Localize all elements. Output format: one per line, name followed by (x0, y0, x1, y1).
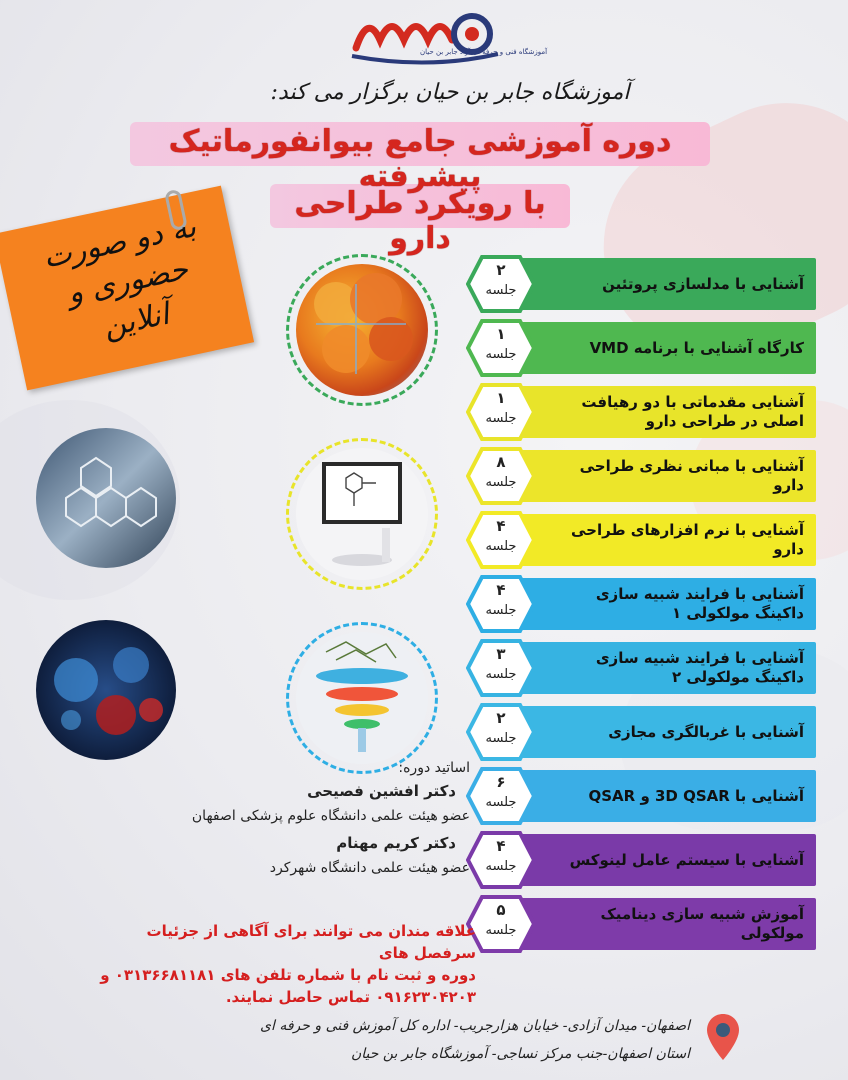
session-count-badge (466, 319, 536, 377)
course-row (466, 258, 816, 310)
course-title: آشنایی با مبانی نظری طراحی دارو (579, 457, 804, 494)
course-row (466, 642, 816, 694)
course-bar (506, 706, 816, 758)
session-unit: جلسه (485, 603, 517, 618)
course-bar (506, 386, 816, 438)
contact-line: علاقه مندان می توانند برای آگاهی از جزئیات سرفصل های (146, 922, 476, 962)
session-count: ۱ (496, 325, 506, 343)
session-count-badge (466, 767, 536, 825)
course-row (466, 386, 816, 438)
session-count: ۱ (496, 389, 506, 407)
logo (348, 8, 508, 70)
session-count-badge (466, 511, 536, 569)
course-title: آشنایی با مدلسازی پروتئین (602, 274, 804, 293)
course-title: آشنایی با نرم افزارهای طراحی دارو (570, 521, 804, 558)
address (130, 1012, 690, 1068)
address-line: اصفهان- میدان آزادی- خیابان هزارجریب- اداره کل آموزش فنی و حرفه ای (260, 1018, 690, 1034)
course-title: آشنایی با 3D QSAR و QSAR (588, 786, 804, 805)
session-unit: جلسه (485, 475, 517, 490)
session-unit: جلسه (485, 923, 517, 938)
session-count: ۶ (496, 773, 506, 791)
session-count-badge (466, 255, 536, 313)
address-line: استان اصفهان-جنب مرکز نساجی- آموزشگاه جابر بن حیان (350, 1046, 690, 1062)
session-unit: جلسه (485, 347, 517, 362)
instructor-affiliation: عضو هیئت علمی دانشگاه شهرکرد (269, 860, 470, 876)
course-bar (506, 450, 816, 502)
session-count: ۴ (496, 517, 506, 535)
contact-line: دوره و ثبت نام با شماره تلفن های ۰۳۱۳۶۶۸۱۱۸۱ و (100, 966, 476, 984)
course-title: آموزش شبیه سازی دینامیک مولکولی (600, 905, 804, 942)
page-title: دوره آموزشی جامع بیوانفورماتیک پیشرفته (168, 124, 672, 194)
instructor-name: دکتر افشین فصیحی (307, 782, 456, 800)
course-title: آشنایی با غربالگری مجازی (608, 722, 804, 741)
session-unit: جلسه (485, 859, 517, 874)
session-count: ۵ (496, 901, 506, 919)
session-unit: جلسه (485, 795, 517, 810)
nano-logo-icon (348, 8, 508, 70)
session-unit: جلسه (485, 283, 517, 298)
contact-line: ۰۹۱۶۲۳۰۴۲۰۳ تماس حاصل نمایند. (225, 988, 476, 1006)
session-count: ۳ (496, 645, 506, 663)
instructors-heading: اساتید دوره: (398, 760, 470, 776)
session-count: ۴ (496, 837, 506, 855)
instructor-name: دکتر کریم مهنام (336, 834, 456, 852)
lab-screen-image (296, 448, 428, 580)
course-title: آشنایی با فرایند شبیه سازی داکینگ مولکولی ۱ (595, 585, 804, 622)
session-count: ۸ (496, 453, 506, 471)
session-count-badge (466, 831, 536, 889)
session-unit: جلسه (485, 411, 517, 426)
session-unit: جلسه (485, 667, 517, 682)
course-bar (506, 258, 816, 310)
protein-structure-image (296, 264, 428, 396)
session-count-badge (466, 575, 536, 633)
course-bar (506, 514, 816, 566)
course-bar (506, 834, 816, 886)
course-bar (506, 898, 816, 950)
cells-image (36, 620, 176, 760)
screening-funnel-image (296, 632, 428, 764)
course-row (466, 514, 816, 566)
course-row (466, 898, 816, 950)
course-row (466, 578, 816, 630)
molecule-network-image (36, 428, 176, 568)
location-pin-icon (704, 1012, 742, 1062)
instructor-affiliation: عضو هیئت علمی دانشگاه علوم پزشکی اصفهان (191, 808, 470, 824)
course-row (466, 706, 816, 758)
course-bar (506, 322, 816, 374)
course-row (466, 450, 816, 502)
logo-caption: آموزشگاه فنی و حرفه ای آزاد جابر بن حیان (420, 48, 548, 56)
course-bar (506, 578, 816, 630)
course-row (466, 770, 816, 822)
page-subtitle: آموزشگاه جابر بن حیان برگزار می کند: (270, 80, 630, 105)
course-row (466, 834, 816, 886)
session-count: ۴ (496, 581, 506, 599)
session-count-badge (466, 639, 536, 697)
session-count: ۲ (496, 709, 506, 727)
course-row (466, 322, 816, 374)
course-bar (506, 770, 816, 822)
session-unit: جلسه (485, 731, 517, 746)
instructors-section (140, 760, 470, 886)
course-title: آشنایی با سیستم عامل لینوکس (569, 850, 804, 869)
mode-badge-text: به دو صورت حضوری و آنلاین (40, 209, 200, 345)
course-title: آشنایی با فرایند شبیه سازی داکینگ مولکولی ۲ (595, 649, 804, 686)
session-unit: جلسه (485, 539, 517, 554)
course-bar (506, 642, 816, 694)
session-count-badge (466, 447, 536, 505)
session-count-badge (466, 383, 536, 441)
page-title-line2: با رویکرد طراحی دارو (294, 186, 546, 256)
session-count-badge (466, 703, 536, 761)
session-count-badge (466, 895, 536, 953)
course-title: کارگاه آشنایی با برنامه VMD (589, 338, 804, 357)
session-count: ۲ (496, 261, 506, 279)
course-title: آشنایی مقدماتی با دو رهیافت اصلی در طراحی دارو (581, 393, 804, 430)
contact-info (96, 920, 476, 1008)
